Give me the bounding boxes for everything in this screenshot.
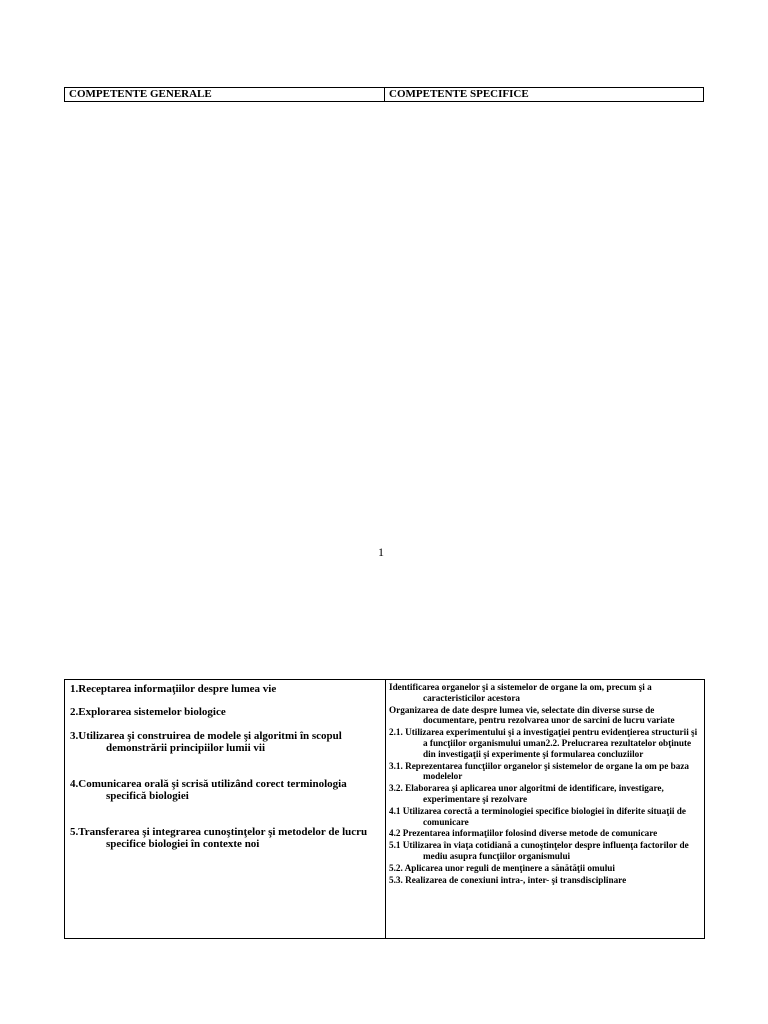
specific-competence-3-2: 3.2. Elaborarea şi aplicarea unor algoritmi de identificare, investigare, experimentare şi rezolvare	[389, 783, 664, 804]
specific-competence-3-1: 3.1. Reprezentarea funcţiilor organelor şi sistemelor de organe la om pe baza modelelor	[389, 760, 689, 782]
specific-competence-5-2: 5.2. Aplicarea unor reguli de menţinere a sănătăţii omului	[389, 862, 615, 873]
header-specific-competences: COMPETENTE SPECIFICE	[385, 88, 704, 102]
specific-competences-cell	[386, 680, 705, 939]
general-competence-3: 3.Utilizarea şi construirea de modele şi algoritmi în scopul demonstrării principiilor lumii vii	[70, 730, 342, 754]
general-competences-list	[65, 680, 385, 850]
general-competences-cell	[65, 680, 386, 939]
competences-header-table	[64, 87, 704, 102]
specific-competence-4-1: 4.1 Utilizarea corectă a terminologiei specifice biologiei în diferite situaţii de comunicare	[389, 805, 686, 827]
specific-competence-1-1: Identificarea organelor şi a sistemelor de organe la om, precum şi a caracteristicilor acestora	[389, 682, 652, 703]
specific-competence-2-1: 2.1. Utilizarea experimentului şi a investigaţiei pentru evidenţierea structurii şi a funcţiilor organismului uman2.2. Prelucrarea rezultatelor obţinute din investigaţii şi experimente şi formularea concluziilor	[389, 727, 698, 759]
competences-body-table	[64, 679, 705, 939]
specific-competence-4-2: 4.2 Prezentarea informaţiilor folosind diverse metode de comunicare	[389, 828, 658, 839]
header-general-competences: COMPETENTE GENERALE	[65, 88, 385, 102]
page-number: 1	[378, 545, 384, 559]
general-competence-5: 5.Transferarea şi integrarea cunoştinţelor şi metodelor de lucru specifice biologiei în contexte noi	[70, 826, 368, 850]
specific-competence-5-3: 5.3. Realizarea de conexiuni intra-, inter- şi transdisciplinare	[389, 874, 627, 885]
general-competence-2: 2.Explorarea sistemelor biologice	[70, 706, 226, 718]
general-competence-4: 4.Comunicarea orală şi scrisă utilizând corect terminologia specifică biologiei	[70, 778, 347, 802]
general-competence-1: 1.Receptarea informaţiilor despre lumea vie	[70, 683, 277, 695]
specific-competences-list	[386, 680, 704, 885]
specific-competence-5-1: 5.1 Utilizarea în viaţa cotidiană a cunoştinţelor despre influenţa factorilor de mediu asupra funcţiilor organismului	[389, 840, 689, 861]
specific-competence-1-2: Organizarea de date despre lumea vie, selectate din diverse surse de documentare, pentru rezolvarea unor de sarcini de lucru variate	[389, 704, 675, 726]
